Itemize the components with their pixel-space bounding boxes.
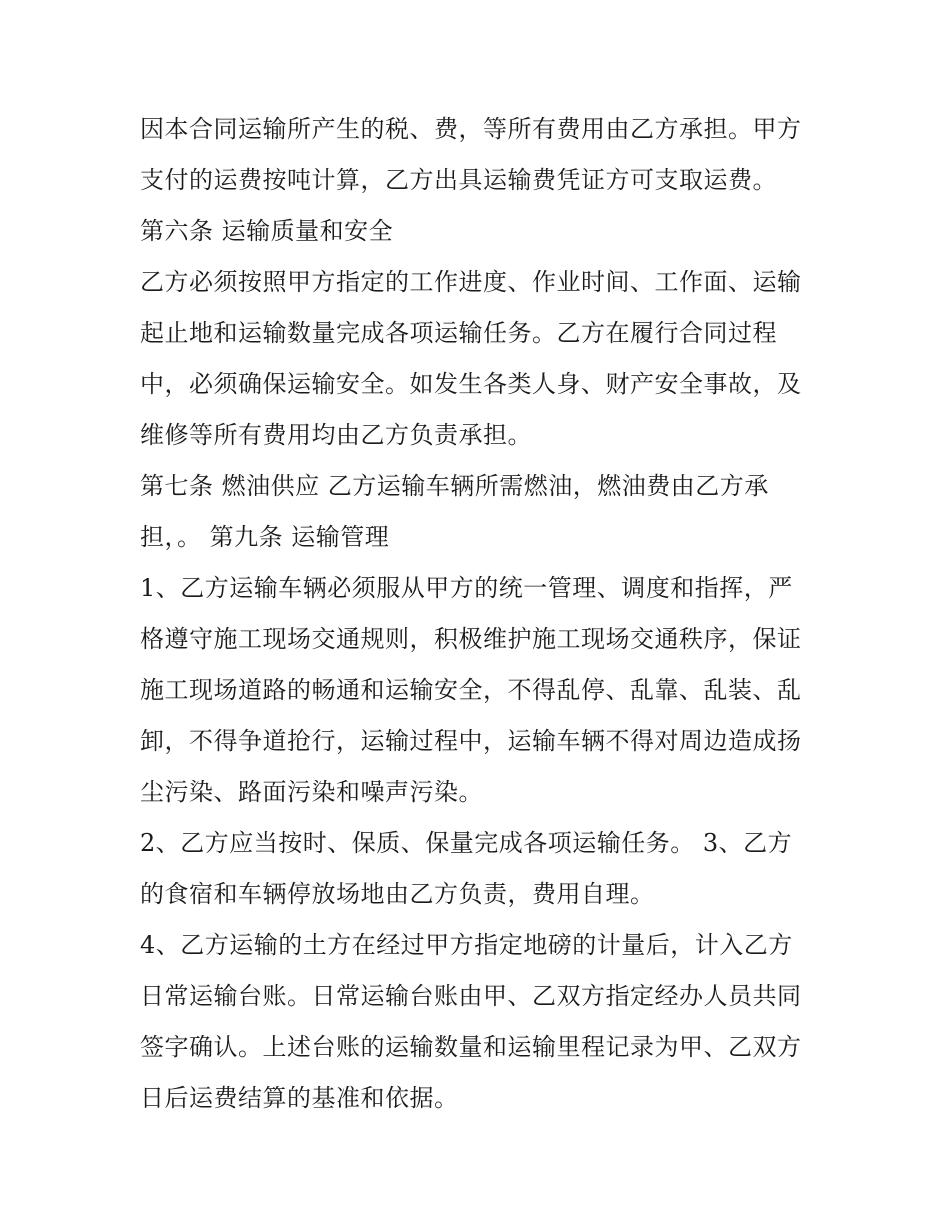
text-line: 乙方必须按照甲方指定的工作进度、作业时间、工作面、运输 <box>140 268 802 296</box>
document-body <box>140 104 830 1124</box>
text-line: 格遵守施工现场交通规则，积极维护施工现场交通秩序，保证 <box>140 625 802 653</box>
text-line: 1、乙方运输车辆必须服从甲方的统一管理、调度和指挥，严 <box>140 574 793 602</box>
section-heading: 第六条 运输质量和安全 <box>140 217 394 245</box>
text-line: 4、乙方运输的土方在经过甲方指定地磅的计量后，计入乙方 <box>140 931 793 959</box>
text-line: 维修等所有费用均由乙方负责承担。 <box>140 421 532 449</box>
text-line: 施工现场道路的畅通和运输安全，不得乱停、乱靠、乱装、乱 <box>140 676 802 704</box>
text-line: 日常运输台账。日常运输台账由甲、乙双方指定经办人员共同 <box>140 982 802 1010</box>
text-line: 签字确认。上述台账的运输数量和运输里程记录为甲、乙双方 <box>140 1033 802 1061</box>
text-line: 卸，不得争道抢行，运输过程中，运输车辆不得对周边造成扬 <box>140 727 802 755</box>
text-line: 尘污染、路面污染和噪声污染。 <box>140 778 483 806</box>
text-line: 中，必须确保运输安全。如发生各类人身、财产安全事故，及 <box>140 370 802 398</box>
text-line: 的食宿和车辆停放场地由乙方负责，费用自理。 <box>140 880 655 908</box>
text-line: 支付的运费按吨计算，乙方出具运输费凭证方可支取运费。 <box>140 166 777 194</box>
text-line: 2、乙方应当按时、保质、保量完成各项运输任务。 3、乙方 <box>140 829 793 857</box>
text-line: 担，。 第九条 运输管理 <box>140 523 390 551</box>
text-line: 因本合同运输所产生的税、费，等所有费用由乙方承担。甲方 <box>140 115 802 143</box>
text-line: 日后运费结算的基准和依据。 <box>140 1084 459 1112</box>
text-line: 第七条 燃油供应 乙方运输车辆所需燃油，燃油费由乙方承 <box>140 472 769 500</box>
text-line: 起止地和运输数量完成各项运输任务。乙方在履行合同过程 <box>140 319 777 347</box>
